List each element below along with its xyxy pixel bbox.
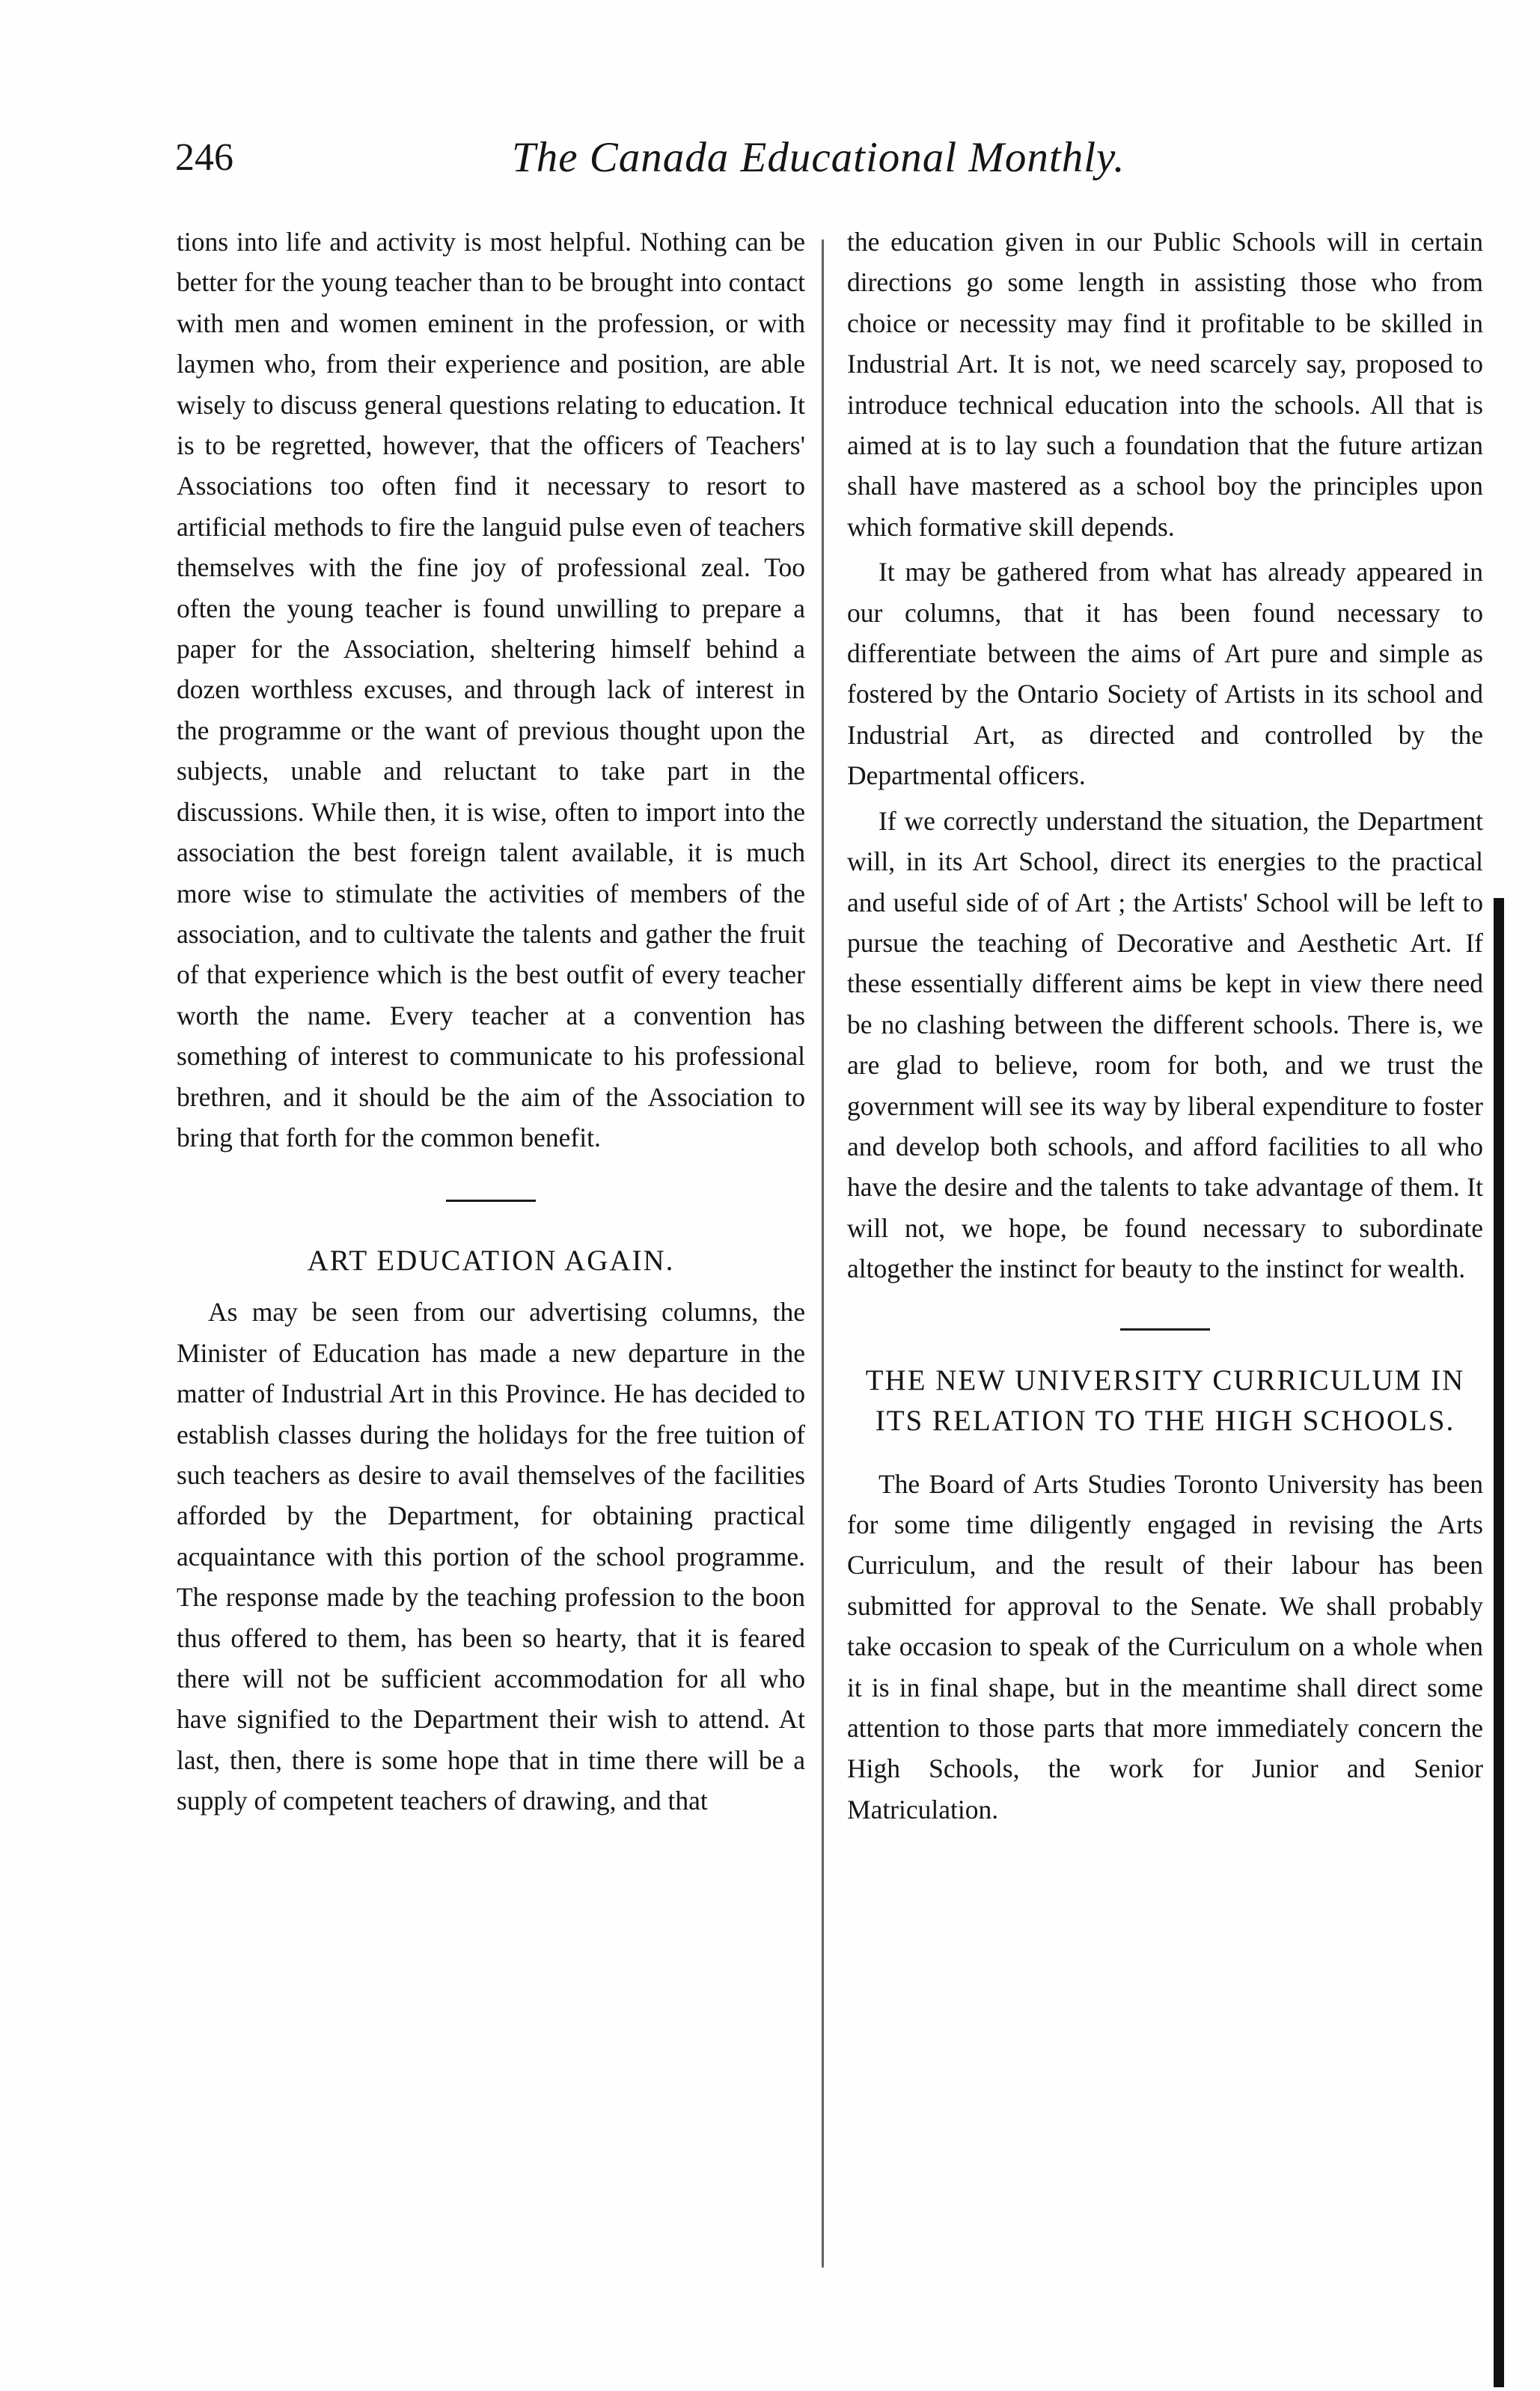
right-column (847, 222, 1483, 1830)
page-edge-shadow (1494, 898, 1504, 2387)
section-heading: ART EDUCATION AGAIN. (307, 1245, 675, 1277)
paragraph: It may be gathered from what has already appeared in our columns, that it has been found necessary to differentiate between the aims of Art pure and simple as fostered by the Ontario Society of Artists in its school and Industrial Art, as directed and controlled by the Departmental officers. (847, 557, 1483, 791)
page-header (175, 132, 1148, 192)
paragraph: As may be seen from our advertising columns, the Minister of Education has made a new departure in the matter of Industrial Art in this Province. He has decided to establish classes during the holidays for the free tuition of such teachers as desire to avail themselves of the facilities afforded by the Department, for obtaining practical acquaintance with this portion of the school programme. The response made by the teaching profession to the boon thus offered to them, has been so hearty, that it is feared there will not be sufficient accommodation for all who have signified to the Department their wish to attend. At last, then, there is some hope that in time there will be a supply of competent teachers of drawing, and that (177, 1297, 805, 1816)
journal-title: The Canada Educational Monthly. (512, 134, 1125, 181)
column-divider (822, 239, 824, 2268)
paragraph: tions into life and activity is most helpful. Nothing can be better for the young teacher than to be brought into contact with men and women eminent in the profession, or with laymen who, from their experience and position, are able wisely to discuss general questions relating to education. It is to be regretted, however, that the officers of Teachers' Associations too often find it necessary to resort to artificial methods to fire the languid pulse even of teachers themselves with the fine joy of professional zeal. Too often the young teacher is found unwilling to prepare a paper for the Association, sheltering himself behind a dozen worthless excuses, and through lack of interest in the programme or the want of previous thought upon the subjects, unable and reluctant to take part in the discussions. While then, it is wise, often to import into the association the best foreign talent available, it is much more wise to stimulate the activities of members of the association, and to cultivate the talents and gather the fruit of that experience which is the best outfit of every teacher worth the name. Every teacher at a convention has something of interest to communicate to his professional brethren, and it should be the aim of the Association to bring that forth for the common benefit. (177, 227, 805, 1152)
left-column (177, 222, 805, 1822)
page-number: 246 (175, 136, 233, 179)
paragraph: The Board of Arts Studies Toronto University has been for some time diligently engaged in revising the Arts Curriculum, and the result of their labour has been submitted for approval to the Senate. We shall probably take occasion to speak of the Curriculum on a whole when it is in final shape, but in the meantime shall direct some attention to those parts that more immediately concern the High Schools, the work for Junior and Senior Matriculation. (847, 1468, 1483, 1824)
paragraph: the education given in our Public Schools will in certain directions go some length in assisting those who from choice or necessity may find it profitable to be skilled in Industrial Art. It is not, we need scarcely say, proposed to introduce technical education into the schools. All that is aimed at is to lay such a foundation that the future artizan shall have mastered as a school boy the principles upon which formative skill depends. (847, 227, 1483, 542)
section-heading: THE NEW UNIVERSITY CURRICULUM IN ITS RELATION TO THE HIGH SCHOOLS. (865, 1364, 1465, 1437)
paragraph: If we correctly understand the situation, the Department will, in its Art School, direct its energies to the practical and useful side of of Art ; the Artists' School will be left to pursue the teaching of Decorative and Aesthetic Art. If these essentially different aims be kept in view there need be no clashing between the different schools. There is, we are glad to believe, room for both, and we trust the government will see its way by liberal expenditure to foster and develop both schools, and afford facilities to all who have the desire and the talents to take advantage of them. It will not, we hope, be found necessary to subordinate altogether the instinct for beauty to the instinct for wealth. (847, 805, 1483, 1284)
